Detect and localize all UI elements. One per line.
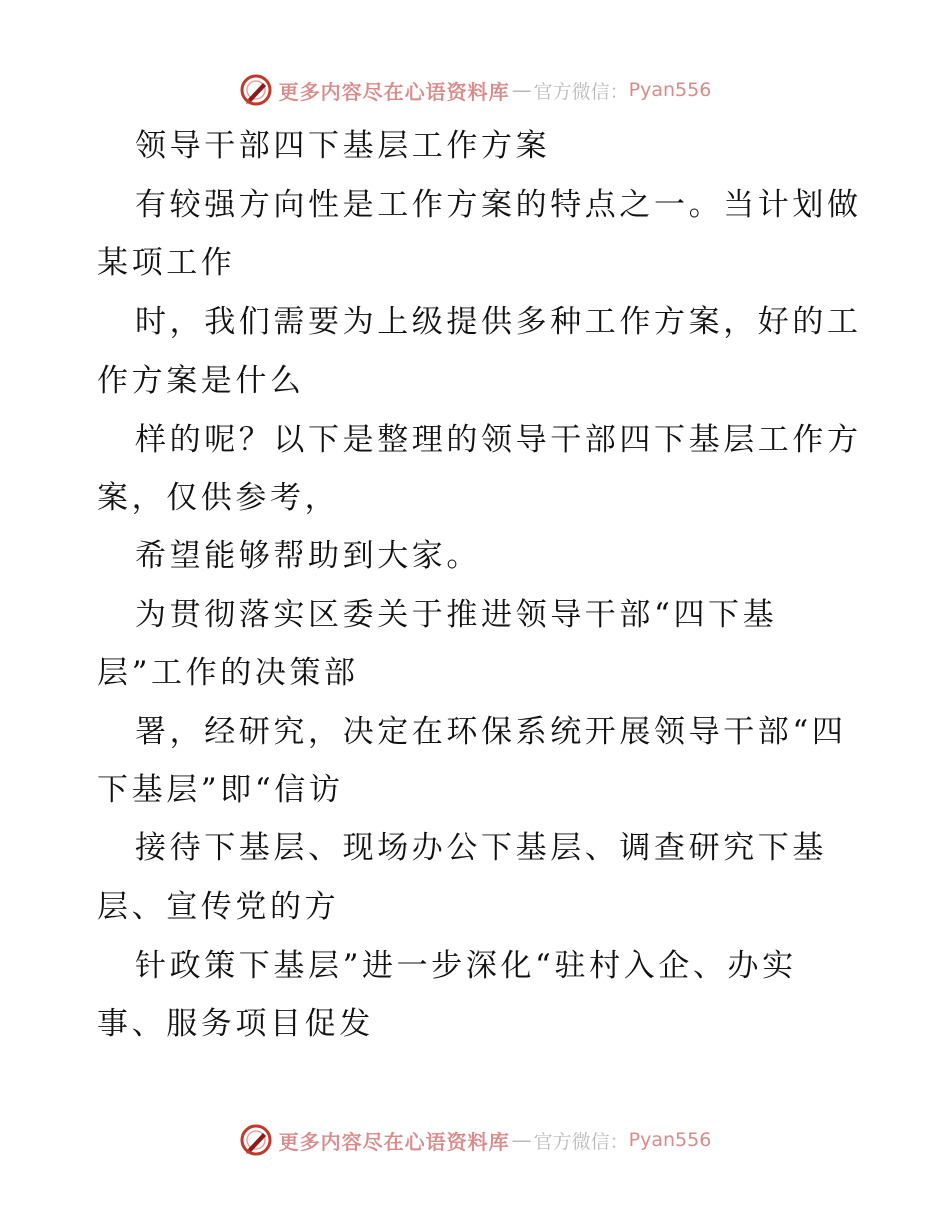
document-title: 领导干部四下基层工作方案: [135, 128, 551, 164]
paragraph-line: 希望能够帮助到大家。: [135, 538, 481, 574]
watermark-separator: —: [511, 1128, 532, 1152]
paragraph-line: 事、服务项目促发: [97, 1006, 374, 1042]
paragraph-line: 某项工作: [97, 245, 236, 281]
paragraph-line: 署，经研究，决定在环保系统开展领导干部“四: [135, 714, 847, 750]
header-watermark: [0, 70, 950, 110]
paragraph-line: 样的呢？以下是整理的领导干部四下基层工作方: [135, 422, 862, 458]
paragraph-line: 案，仅供参考，: [97, 480, 340, 516]
paragraph-line: 层”工作的决策部: [97, 655, 359, 691]
paragraph-line: 接待下基层、现场办公下基层、调查研究下基: [135, 830, 827, 866]
paragraph-line: 为贯彻落实区委关于推进领导干部“四下基: [135, 597, 778, 633]
paragraph-line: 层、宣传党的方: [97, 889, 340, 925]
watermark-wechat-label: 官方微信：: [533, 80, 629, 103]
paragraph-line: 针政策下基层”进一步深化“驻村入企、办实: [135, 948, 797, 984]
footer-watermark: [0, 1120, 950, 1160]
watermark-wechat-label: 官方微信：: [533, 1130, 629, 1153]
paragraph-line: 下基层”即“信访: [97, 772, 344, 808]
pen-logo-icon: [239, 1123, 273, 1157]
watermark-brand-text: 更多内容尽在心语资料库: [278, 1129, 510, 1154]
paragraph-line: 时，我们需要为上级提供多种工作方案，好的工: [135, 304, 862, 340]
watermark-brand-text: 更多内容尽在心语资料库: [278, 79, 510, 104]
pen-logo-icon: [239, 73, 273, 107]
paragraph-line: 作方案是什么: [97, 363, 305, 399]
paragraph-line: 有较强方向性是工作方案的特点之一。当计划做: [135, 187, 862, 223]
watermark-wechat-id: Pyan556: [628, 1129, 712, 1151]
watermark-wechat-id: Pyan556: [628, 79, 712, 101]
watermark-separator: —: [511, 78, 532, 102]
